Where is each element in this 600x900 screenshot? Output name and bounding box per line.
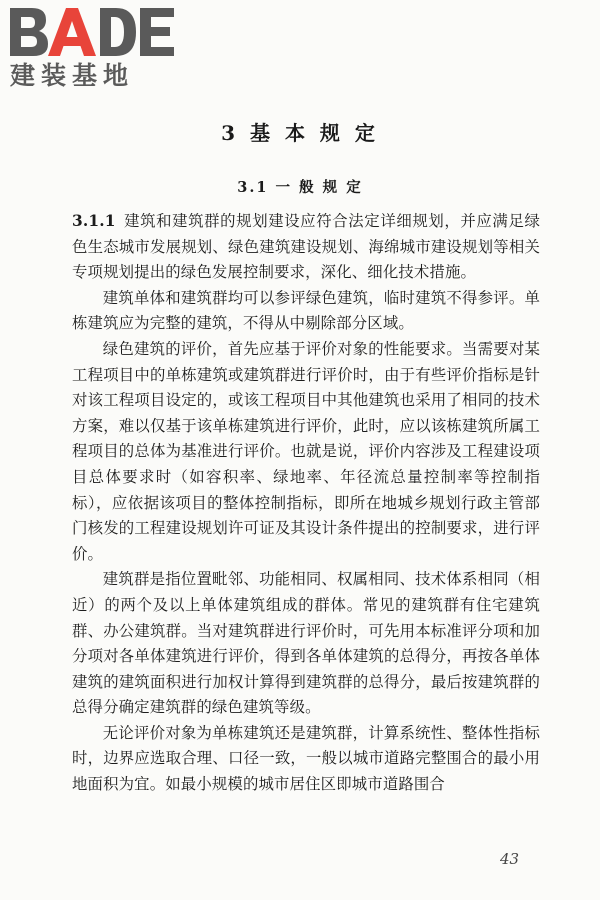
bade-wordmark <box>8 4 176 60</box>
logo-letter-d <box>100 8 136 56</box>
clause-paragraph: 绿色建筑的评价，首先应基于评价对象的性能要求。当需要对某工程项目中的单栋建筑或建筑群进行评价时，由于有些评价指标是针对该工程项目设定的，或该工程项目中其他建筑也采用了相同的技术方案，难以仅基于该单栋建筑进行评价，此时，应以该栋建筑所属工程项目的总体为基准进行评价。也就是说，评价内容涉及工程建设项目总体要求时（如容积率、绿地率、年径流总量控制率等控制指标），应依据该项目的整体控制指标，即所在地城乡规划行政主管部门核发的工程建设规划许可证及其设计条件提出的控制要求，进行评价。 <box>72 339 540 563</box>
bade-logo <box>8 4 176 90</box>
logo-letter-b <box>10 8 48 56</box>
section-title: 3.1 一 般 规 定 <box>237 179 363 196</box>
clause-paragraph: 建筑群是指位置毗邻、功能相同、权属相同、技术体系相同（相近）的两个及以上单体建筑组成的群体。常见的建筑群有住宅建筑群、办公建筑群。当对建筑群进行评价时，可先用本标准评分项和加分项对各单体建筑进行评价，得到各单体建筑的总得分，再按各单体建筑的建筑面积进行加权计算得到建筑群的总得分，最后按建筑群的总得分确定建筑群的绿色建筑等级。 <box>72 570 540 717</box>
page-number: 43 <box>500 850 520 868</box>
logo-letter-e <box>140 8 174 56</box>
clause-paragraph: 无论评价对象为单栋建筑还是建筑群，计算系统性、整体性指标时，边界应选取合理、口径一致，一般以城市道路完整围合的最小用地面积为宜。如最小规模的城市居住区即城市道路围合 <box>72 723 540 794</box>
clause-number: 3.1.1 <box>72 212 116 230</box>
chapter-title: 3 基 本 规 定 <box>221 121 379 145</box>
clause-paragraph <box>72 209 540 286</box>
logo-letter-a <box>48 8 96 56</box>
logo-subtitle: 建装基地 <box>10 61 135 90</box>
clause-body <box>72 209 540 798</box>
paragraph-text: 建筑和建筑群的规划建设应符合法定详细规划，并应满足绿色生态城市发展规划、绿色建筑建设规划、海绵城市建设规划等相关专项规划提出的绿色发展控制要求，深化、细化技术措施。 <box>72 212 540 282</box>
clause-paragraph: 建筑单体和建筑群均可以参评绿色建筑，临时建筑不得参评。单栋建筑应为完整的建筑，不得从中剔除部分区域。 <box>72 288 540 333</box>
